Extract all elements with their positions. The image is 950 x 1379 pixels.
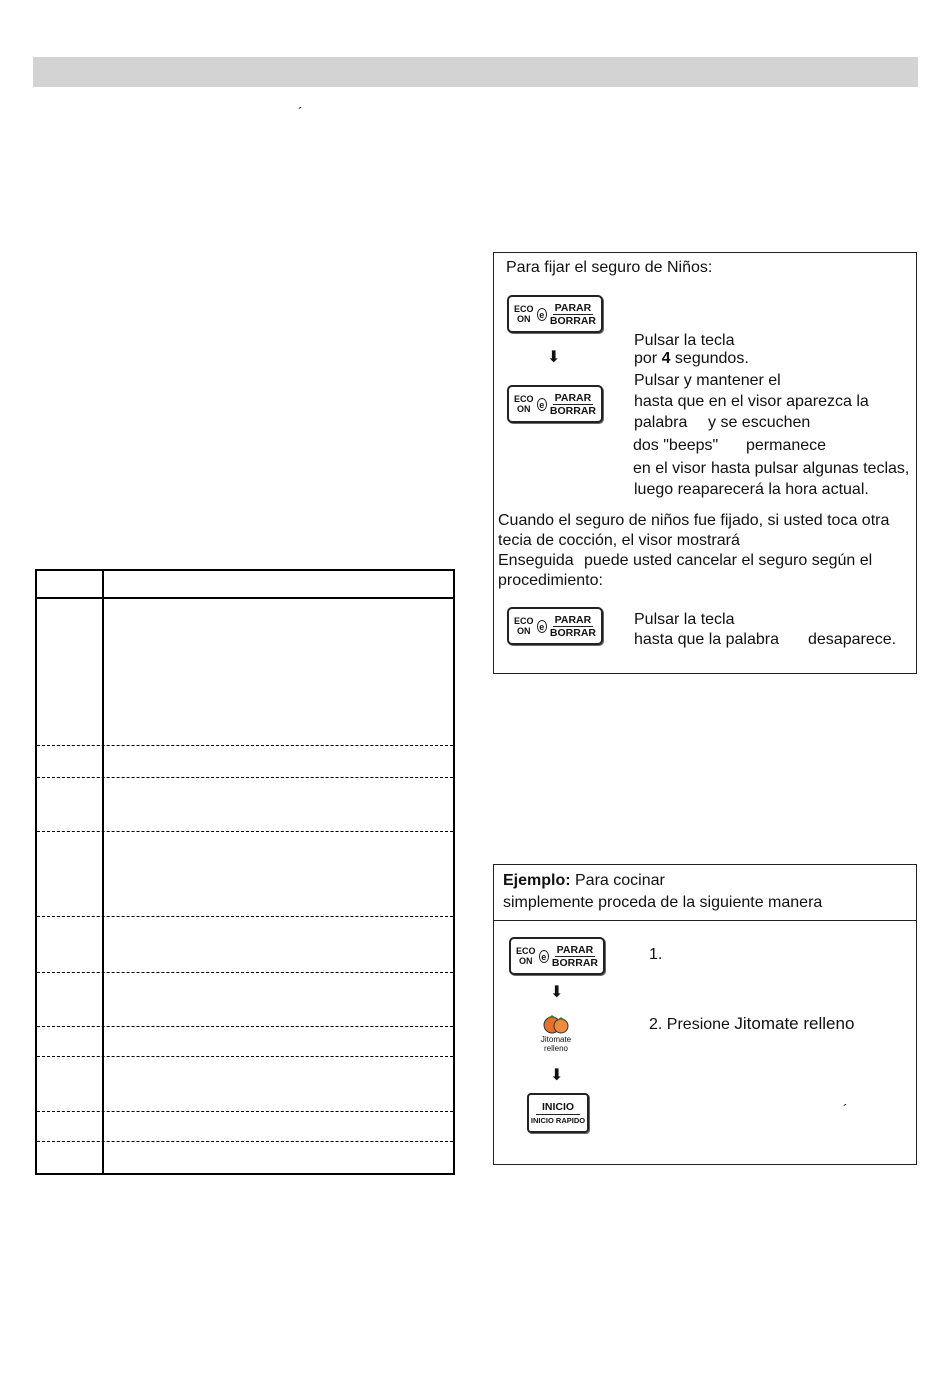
arrow-down-icon: ⬇ [550,1067,564,1084]
eco-parar-borrar-key [507,295,603,333]
cancel-text: Pulsar la tecla [634,611,735,628]
cancel-text: desaparece. [808,631,897,648]
table-row-divider [37,1111,453,1112]
eco-on-label: ECO ON [514,616,534,636]
eco-parar-borrar-key [507,385,603,423]
inicio-label: INICIO [536,1101,580,1115]
step2-text: dos "beeps" [633,437,719,454]
example-subtitle: simplemente proceda de la siguiente manera [503,894,823,911]
step1-text: Pulsar la tecla [634,332,735,349]
accent-mark: ´ [298,104,303,120]
lock-info-text: Cuando el seguro de niños fue fijado, si usted toca otra [498,512,890,529]
table-column-divider [102,571,104,1173]
example-title: Ejemplo: Para cocinar [503,872,665,889]
accent-mark: ´ [843,1101,848,1117]
table-row-divider [37,1056,453,1057]
child-lock-title: Para fijar el seguro de Niños: [506,259,713,276]
eco-on-label: ECO ON [514,394,534,414]
inicio-key [527,1093,589,1133]
parar-borrar-label: PARAR BORRAR [549,301,596,327]
arrow-down-icon: ⬇ [550,984,564,1001]
lock-info-text: procedimiento: [498,572,603,589]
inicio-rapido-label: INICIO RAPIDO [530,1116,586,1125]
step2-text: hasta que en el visor aparezca la [634,393,869,410]
lock-info-text: puede usted cancelar el seguro según el [584,552,873,569]
leaf-icon: e [537,398,547,411]
table-row-divider [37,1026,453,1027]
parar-borrar-label: PARAR BORRAR [549,613,596,639]
section-header-bar [33,57,918,87]
leaf-icon: e [537,620,547,633]
table-header-divider [37,597,453,599]
step1-duration: por 4 segundos. [634,350,749,367]
tomato-label: Jitomate relleno [540,1035,572,1053]
lock-info-text: Enseguida [498,552,574,569]
step2-text: palabra [634,414,688,431]
table-row-divider [37,745,453,746]
example-step1: 1. [649,946,663,963]
lock-info-text: tecia de cocción, el visor mostrará [498,532,740,549]
leaf-icon: e [537,308,547,321]
step2-text: en el visor [633,460,706,477]
parar-borrar-label: PARAR BORRAR [551,943,598,969]
tomato-icon [541,1013,571,1035]
eco-on-label: ECO ON [516,946,536,966]
cooking-table [35,569,455,1175]
example-step2: 2. Presione Jitomate relleno [649,1014,855,1033]
eco-parar-borrar-key [507,607,603,645]
jitomate-relleno-key [526,1013,586,1053]
step2-text: hasta pulsar algunas teclas, [711,460,910,477]
step2-text: Pulsar y mantener el [634,372,781,389]
cancel-text: hasta que la palabra [634,631,779,648]
table-row-divider [37,916,453,917]
example-header-divider [493,920,917,921]
table-row-divider [37,1141,453,1142]
table-row-divider [37,777,453,778]
eco-parar-borrar-key [509,937,605,975]
step2-text: y se escuchen [708,414,811,431]
parar-borrar-label: PARAR BORRAR [549,391,596,417]
eco-on-label: ECO ON [514,304,534,324]
arrow-down-icon: ⬇ [547,349,561,366]
table-row-divider [37,972,453,973]
step2-text: luego reaparecerá la hora actual. [634,481,869,498]
leaf-icon: e [539,950,549,963]
table-row-divider [37,831,453,832]
step2-text: permanece [746,437,827,454]
